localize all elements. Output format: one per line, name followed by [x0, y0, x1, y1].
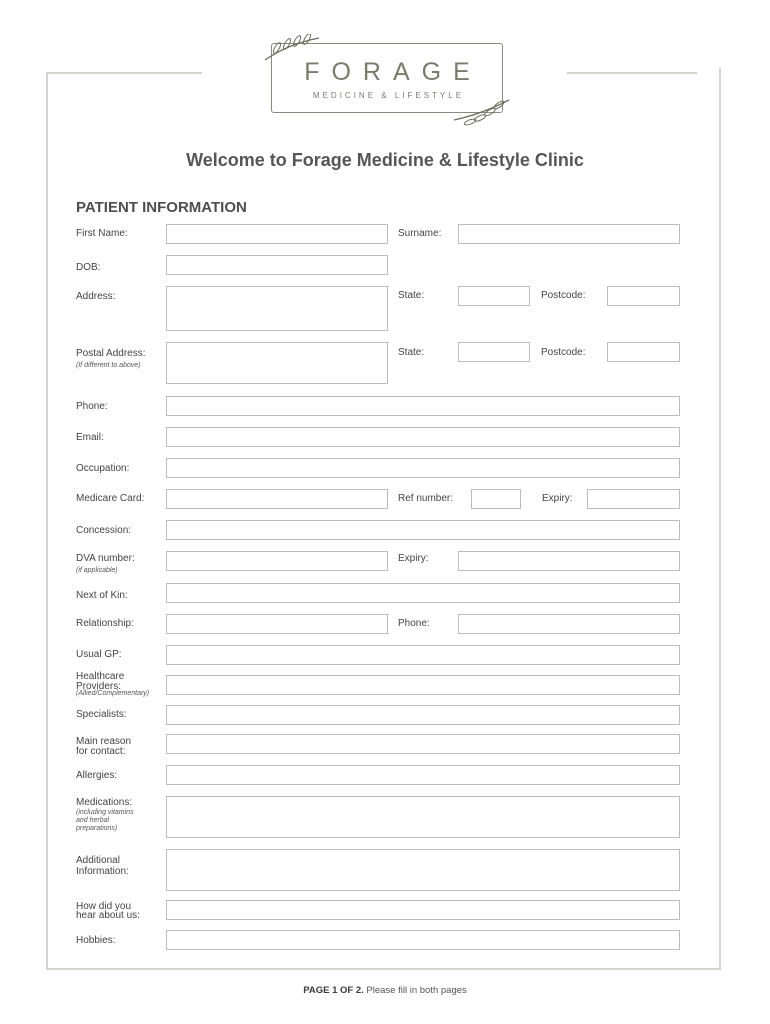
- hobbies-field[interactable]: [166, 930, 680, 950]
- ref-number-label: Ref number:: [398, 493, 454, 504]
- dva-number-field[interactable]: [166, 551, 388, 571]
- usual-gp-label: Usual GP:: [76, 649, 122, 660]
- how-heard-field[interactable]: [166, 900, 680, 920]
- medications-label: Medications:: [76, 797, 133, 808]
- ref-number-field[interactable]: [471, 489, 521, 509]
- concession-field[interactable]: [166, 520, 680, 540]
- specialists-label: Specialists:: [76, 709, 127, 720]
- phone-field[interactable]: [166, 396, 680, 416]
- dva-expiry-label: Expiry:: [398, 553, 429, 564]
- logo-tagline: MEDICINE & LIFESTYLE: [312, 91, 465, 100]
- main-reason-label-line2: for contact:: [76, 746, 126, 757]
- additional-info-field[interactable]: [166, 849, 680, 891]
- address-label: Address:: [76, 291, 116, 302]
- frame-left: [46, 72, 48, 970]
- allergies-field[interactable]: [166, 765, 680, 785]
- medications-note-line3: preparations): [76, 825, 118, 832]
- medications-field[interactable]: [166, 796, 680, 838]
- healthcare-providers-label-line1: Healthcare: [76, 671, 125, 682]
- relationship-field[interactable]: [166, 614, 388, 634]
- leaf-bottom-right-icon: [452, 96, 512, 126]
- frame-top-left: [46, 72, 202, 74]
- specialists-field[interactable]: [166, 705, 680, 725]
- postal-address-label: Postal Address:: [76, 348, 146, 359]
- postal-postcode-label: Postcode:: [541, 347, 586, 358]
- postal-address-field[interactable]: [166, 342, 388, 384]
- frame-bottom: [46, 968, 721, 970]
- frame-top-right: [567, 72, 697, 74]
- additional-info-label-line2: Information:: [76, 866, 129, 877]
- kin-phone-field[interactable]: [458, 614, 680, 634]
- medicare-card-field[interactable]: [166, 489, 388, 509]
- address-state-field[interactable]: [458, 286, 530, 306]
- postal-postcode-field[interactable]: [607, 342, 680, 362]
- medications-note-line2: and herbal: [76, 817, 110, 824]
- dob-label: DOB:: [76, 262, 101, 273]
- section-title: PATIENT INFORMATION: [76, 199, 247, 216]
- healthcare-providers-label-line2: Providers:: [76, 681, 122, 692]
- address-postcode-field[interactable]: [607, 286, 680, 306]
- dva-number-note: (if applicable): [76, 567, 118, 574]
- email-label: Email:: [76, 432, 104, 443]
- address-postcode-label: Postcode:: [541, 290, 586, 301]
- postal-address-note: (If different to above): [76, 362, 141, 369]
- frame-right: [719, 68, 721, 970]
- email-field[interactable]: [166, 427, 680, 447]
- dva-expiry-field[interactable]: [458, 551, 680, 571]
- additional-info-label-line1: Additional: [76, 855, 120, 866]
- footer-page-number: PAGE 1 OF 2.: [303, 985, 364, 996]
- dob-field[interactable]: [166, 255, 388, 275]
- first-name-field[interactable]: [166, 224, 388, 244]
- how-heard-label-line2: hear about us:: [76, 910, 140, 921]
- medicare-expiry-field[interactable]: [587, 489, 680, 509]
- leaf-top-left-icon: [263, 34, 323, 64]
- next-of-kin-field[interactable]: [166, 583, 680, 603]
- usual-gp-field[interactable]: [166, 645, 680, 665]
- address-state-label: State:: [398, 290, 425, 301]
- footer-note: Please fill in both pages: [366, 985, 467, 996]
- page-footer: [0, 985, 770, 996]
- surname-field[interactable]: [458, 224, 680, 244]
- healthcare-providers-field[interactable]: [166, 675, 680, 695]
- page-title: Welcome to Forage Medicine & Lifestyle Clinic: [186, 150, 584, 170]
- logo-wordmark: FORAGE: [304, 58, 482, 86]
- first-name-label: First Name:: [76, 228, 128, 239]
- kin-phone-label: Phone:: [398, 618, 430, 629]
- occupation-field[interactable]: [166, 458, 680, 478]
- postal-state-field[interactable]: [458, 342, 530, 362]
- allergies-label: Allergies:: [76, 770, 118, 781]
- postal-state-label: State:: [398, 347, 425, 358]
- address-field[interactable]: [166, 286, 388, 331]
- medicare-card-label: Medicare Card:: [76, 493, 145, 504]
- surname-label: Surname:: [398, 228, 442, 239]
- medicare-expiry-label: Expiry:: [542, 493, 573, 504]
- occupation-label: Occupation:: [76, 463, 130, 474]
- concession-label: Concession:: [76, 525, 132, 536]
- main-reason-label-line1: Main reason: [76, 736, 132, 747]
- how-heard-label-line1: How did you: [76, 901, 132, 912]
- hobbies-label: Hobbies:: [76, 935, 116, 946]
- phone-label: Phone:: [76, 401, 108, 412]
- relationship-label: Relationship:: [76, 618, 134, 629]
- medications-note-line1: (including vitamins: [76, 809, 134, 816]
- next-of-kin-label: Next of Kin:: [76, 590, 128, 601]
- main-reason-field[interactable]: [166, 734, 680, 754]
- dva-number-label: DVA number:: [76, 553, 135, 564]
- healthcare-providers-note: (Allied/Complementary): [76, 690, 150, 697]
